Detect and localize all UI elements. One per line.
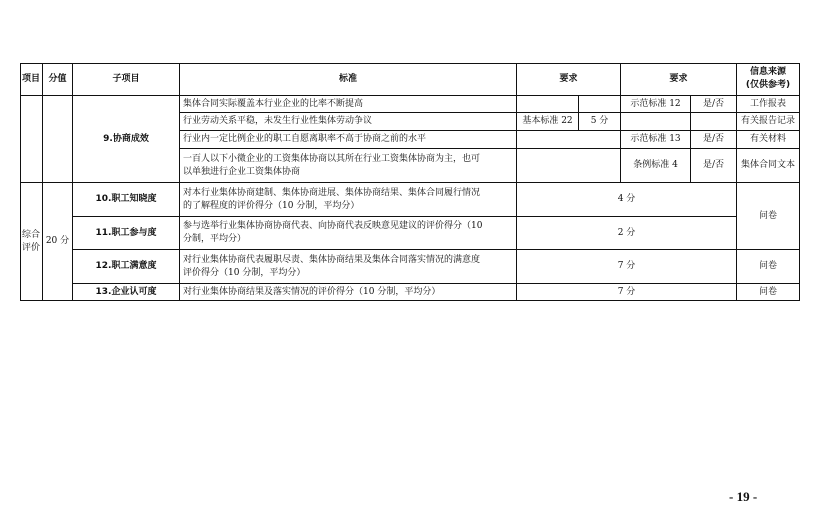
project-comprehensive-line2: 评价 xyxy=(21,242,40,253)
subitem-10: 10.职工知晓度 xyxy=(73,183,180,217)
standard-12-line1: 对行业集体协商代表履职尽责、集体协商结果及集体合同落实情况的满意度 xyxy=(183,254,481,265)
req-model-9-4b: 是/否 xyxy=(691,149,737,183)
page-number: - 19 - xyxy=(729,489,758,504)
req-model-9-3a: 示范标准 13 xyxy=(621,131,691,149)
req-basic-9-3 xyxy=(517,131,621,149)
subitem-9: 9.协商成效 xyxy=(73,96,180,183)
standard-11 xyxy=(180,217,517,250)
req-basic-9-1b xyxy=(579,96,621,113)
header-standard: 标准 xyxy=(180,63,517,96)
standard-9-4 xyxy=(180,149,517,183)
header-info-source xyxy=(737,63,800,96)
source-12: 问卷 xyxy=(737,250,800,284)
req-model-9-1b: 是/否 xyxy=(691,96,737,113)
evaluation-table xyxy=(20,63,800,301)
source-9-3: 有关材料 xyxy=(737,131,800,149)
subitem-11: 11.职工参与度 xyxy=(73,217,180,250)
standard-9-2: 行业劳动关系平稳，未发生行业性集体劳动争议 xyxy=(180,113,517,131)
project-comprehensive xyxy=(20,183,43,301)
req-model-9-1a: 示范标准 12 xyxy=(621,96,691,113)
standard-9-4-line2: 以单独进行企业工资集体协商 xyxy=(183,166,301,177)
req-model-9-2b xyxy=(691,113,737,131)
header-score: 分值 xyxy=(43,63,73,96)
header-source-line2: (仅供参考) xyxy=(745,80,791,90)
req-model-9-4a: 条例标准 4 xyxy=(621,149,691,183)
standard-10-line2: 的了解程度的评价得分（10 分制，平均分） xyxy=(183,200,360,211)
standard-12 xyxy=(180,250,517,284)
subitem-13: 13.企业认可度 xyxy=(73,284,180,301)
standard-10 xyxy=(180,183,517,217)
req-model-9-3b: 是/否 xyxy=(691,131,737,149)
standard-11-line1: 参与选举行业集体协商协商代表、向协商代表反映意见建议的评价得分（10 xyxy=(183,221,483,231)
standard-9-1: 集体合同实际覆盖本行业企业的比率不断提高 xyxy=(180,96,517,113)
source-9-4: 集体合同文本 xyxy=(737,149,800,183)
subitem-12: 12.职工满意度 xyxy=(73,250,180,284)
header-subitem: 子项目 xyxy=(73,63,180,96)
standard-12-line2: 评价得分（10 分制，平均分） xyxy=(183,267,306,278)
section9-score-cell xyxy=(43,96,73,183)
points-10: 4 分 xyxy=(517,183,737,217)
standard-9-3: 行业内一定比例企业的职工自愿离职率不高于协商之前的水平 xyxy=(180,131,517,149)
header-requirement-model: 要求 xyxy=(621,63,737,96)
req-basic-9-2b: 5 分 xyxy=(579,113,621,131)
req-basic-9-4 xyxy=(517,149,621,183)
points-11: 2 分 xyxy=(517,217,737,250)
project-comprehensive-line1: 综合 xyxy=(21,229,40,240)
req-basic-9-1a xyxy=(517,96,579,113)
section9-project-cell xyxy=(20,96,43,183)
req-basic-9-2a: 基本标准 22 xyxy=(517,113,579,131)
source-9-1: 工作报表 xyxy=(737,96,800,113)
score-comprehensive: 20 分 xyxy=(43,183,73,301)
header-requirement-basic: 要求 xyxy=(517,63,621,96)
points-12: 7 分 xyxy=(517,250,737,284)
points-13: 7 分 xyxy=(517,284,737,301)
header-source-line1: 信息来源 xyxy=(749,67,786,77)
standard-11-line2: 分制，平均分） xyxy=(183,234,247,244)
req-model-9-2a xyxy=(621,113,691,131)
standard-10-line1: 对本行业集体协商建制、集体协商进展、集体协商结果、集体合同履行情况 xyxy=(183,187,481,198)
source-10-11: 问卷 xyxy=(737,183,800,250)
source-9-2: 有关报告记录 xyxy=(737,113,800,131)
standard-13: 对行业集体协商结果及落实情况的评价得分（10 分制，平均分） xyxy=(180,284,517,301)
header-project: 项目 xyxy=(20,63,43,96)
source-13: 问卷 xyxy=(737,284,800,301)
standard-9-4-line1: 一百人以下小微企业的工资集体协商以其所在行业工资集体协商为主，也可 xyxy=(183,153,481,164)
